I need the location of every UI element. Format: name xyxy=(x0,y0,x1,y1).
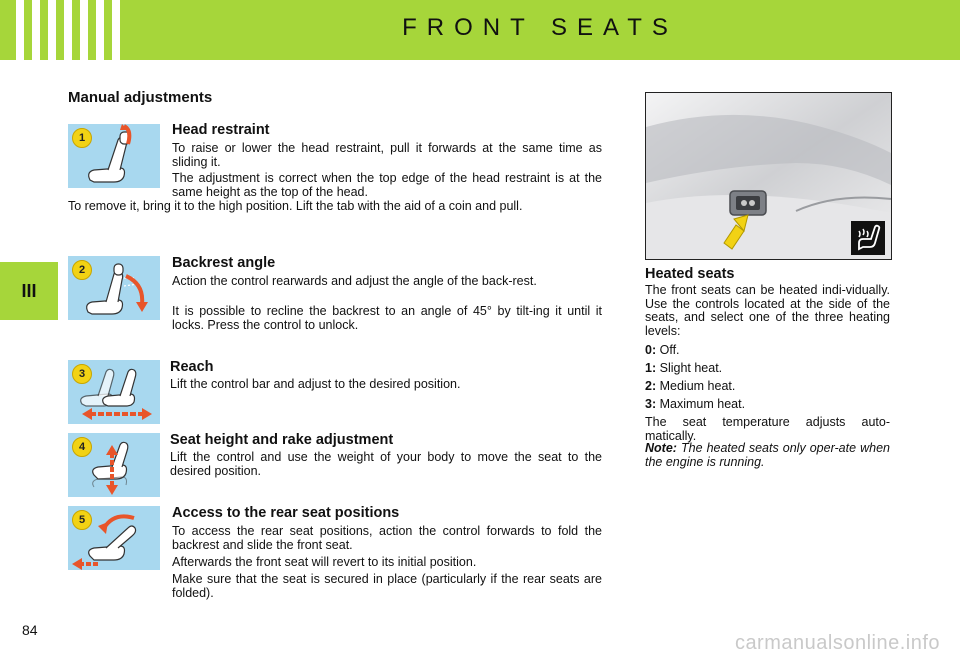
head-restraint-text: To remove it, bring it to the high position. Lift the tab with the aid of a coin and pull. xyxy=(68,199,523,213)
heat-level-text: Medium heat. xyxy=(659,379,736,393)
heat-level xyxy=(645,398,890,412)
seat-height-title: Seat height and rake adjustment xyxy=(170,432,394,448)
heated-seat-icon xyxy=(851,221,885,255)
heated-seat-photo xyxy=(645,92,892,260)
heat-level-key: 1: xyxy=(645,361,657,375)
head-restraint-text: To raise or lower the head restraint, pull it forwards at the same time as sliding it. xyxy=(172,141,602,169)
rear-access-text: Make sure that the seat is secured in place (particularly if the rear seats are folded). xyxy=(172,572,602,600)
manual-adjustments-heading: Manual adjustments xyxy=(68,89,213,106)
header-stripe xyxy=(80,0,88,60)
section-number-badge: 1 xyxy=(72,128,92,148)
reach-title: Reach xyxy=(170,359,214,375)
section-number-badge: 2 xyxy=(72,260,92,280)
header-stripe xyxy=(16,0,24,60)
note-text: The heated seats only oper-ate when the engine is running. xyxy=(645,441,890,469)
backrest-angle-text: Action the control rearwards and adjust the angle of the back-rest. xyxy=(172,274,537,288)
heat-level-text: Slight heat. xyxy=(659,361,723,375)
header-stripe xyxy=(64,0,72,60)
heat-level xyxy=(645,362,890,376)
watermark: carmanualsonline.info xyxy=(734,632,940,654)
head-restraint-title: Head restraint xyxy=(172,122,270,138)
header-stripe xyxy=(96,0,104,60)
heated-seats-auto: The seat temperature adjusts auto-matically. xyxy=(645,415,890,443)
heat-level-key: 0: xyxy=(645,343,657,357)
rear-access-text: To access the rear seat positions, action the control forwards to fold the backrest and slide the front seat. xyxy=(172,524,602,552)
header-stripe xyxy=(32,0,40,60)
reach-text: Lift the control bar and adjust to the desired position. xyxy=(170,377,461,391)
rear-access-illustration xyxy=(68,506,160,570)
heat-level xyxy=(645,344,890,358)
reach-illustration xyxy=(68,360,160,424)
section-number-badge: 3 xyxy=(72,364,92,384)
heat-level-text: Off. xyxy=(659,343,680,357)
header-stripe xyxy=(112,0,120,60)
rear-access-text: Afterwards the front seat will revert to its initial position. xyxy=(172,555,477,569)
header-stripe xyxy=(48,0,56,60)
page-title: FRONT SEATS xyxy=(402,14,678,41)
page-number: 84 xyxy=(22,622,38,638)
heated-seats-intro: The front seats can be heated indi-vidually. Use the controls located at the side of the seats, and select one of the three heating levels: xyxy=(645,283,890,338)
section-number-badge: 5 xyxy=(72,510,92,530)
seat-height-illustration xyxy=(68,433,160,497)
section-number-badge: 4 xyxy=(72,437,92,457)
head-restraint-text: The adjustment is correct when the top edge of the head restraint is at the same height as the top of the head. xyxy=(172,171,602,199)
backrest-angle-illustration xyxy=(68,256,160,320)
chapter-tab: III xyxy=(0,262,58,320)
heat-level xyxy=(645,380,890,394)
heat-level-text: Maximum heat. xyxy=(659,397,746,411)
page-header xyxy=(0,0,960,60)
heated-seats-title: Heated seats xyxy=(645,266,735,282)
heated-seats-note xyxy=(645,442,890,469)
heat-level-key: 2: xyxy=(645,379,657,393)
head-restraint-illustration xyxy=(68,124,160,188)
rear-access-title: Access to the rear seat positions xyxy=(172,505,400,521)
note-label: Note: xyxy=(645,441,677,455)
backrest-angle-title: Backrest angle xyxy=(172,255,276,271)
heat-level-key: 3: xyxy=(645,397,657,411)
seat-height-text: Lift the control and use the weight of your body to move the seat to the desired position. xyxy=(170,450,602,478)
backrest-angle-text: It is possible to recline the backrest to an angle of 45° by tilt-ing it until it locks. Press the control to unlock. xyxy=(172,304,602,332)
